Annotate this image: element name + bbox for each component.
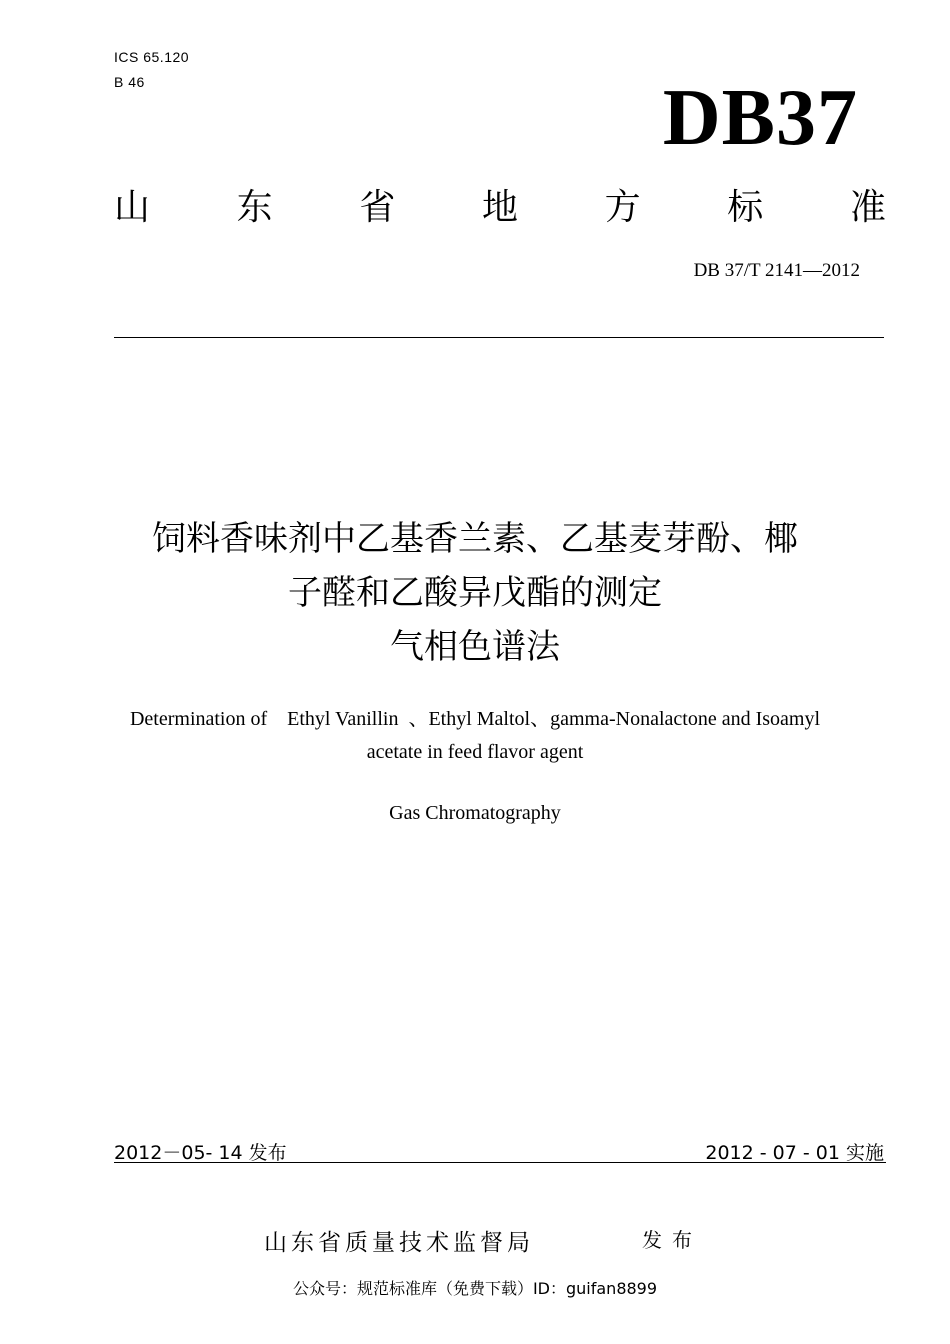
- ics-code: ICS 65.120: [114, 49, 190, 65]
- standard-type-char: 地: [481, 187, 518, 228]
- footer-note: 公众号：规范标准库（免费下载）ID：guifan8899: [292, 1279, 658, 1298]
- publish-label: 发布: [642, 1228, 702, 1252]
- top-divider: [114, 337, 884, 338]
- bottom-divider: [114, 1162, 886, 1163]
- title-cn-line2: 子醛和乙酸异戊酯的测定: [288, 573, 662, 613]
- standard-type-char: 准: [849, 187, 886, 228]
- standard-type-char: 标: [727, 187, 764, 228]
- title-cn-line1: 饲料香味剂中乙基香兰素、乙基麦芽酚、椰: [152, 519, 798, 559]
- title-en-line1: Determination of Ethyl Vanillin 、Ethyl Maltol、gamma-Nonalactone and Isoamyl: [129, 708, 821, 730]
- title-en-line2: acetate in feed flavor agent: [366, 741, 584, 763]
- standard-type-char: 方: [604, 187, 641, 228]
- standard-type-heading: [114, 186, 886, 229]
- publisher-name: 山东省质量技术监督局: [264, 1230, 534, 1256]
- classification-code: B 46: [114, 74, 145, 90]
- issue-date: 2012－05- 14 发布: [114, 1142, 287, 1164]
- db37-logo: DB37: [662, 74, 858, 162]
- title-cn-line3: 气相色谱法: [390, 627, 560, 667]
- standard-type-char: 山: [114, 187, 151, 228]
- standard-number: DB 37/T 2141—2012: [693, 260, 860, 281]
- implementation-date: 2012 - 07 - 01 实施: [705, 1142, 884, 1164]
- standard-type-char: 省: [359, 187, 396, 228]
- title-en-line3: Gas Chromatography: [389, 802, 561, 824]
- standard-type-char: 东: [236, 187, 273, 228]
